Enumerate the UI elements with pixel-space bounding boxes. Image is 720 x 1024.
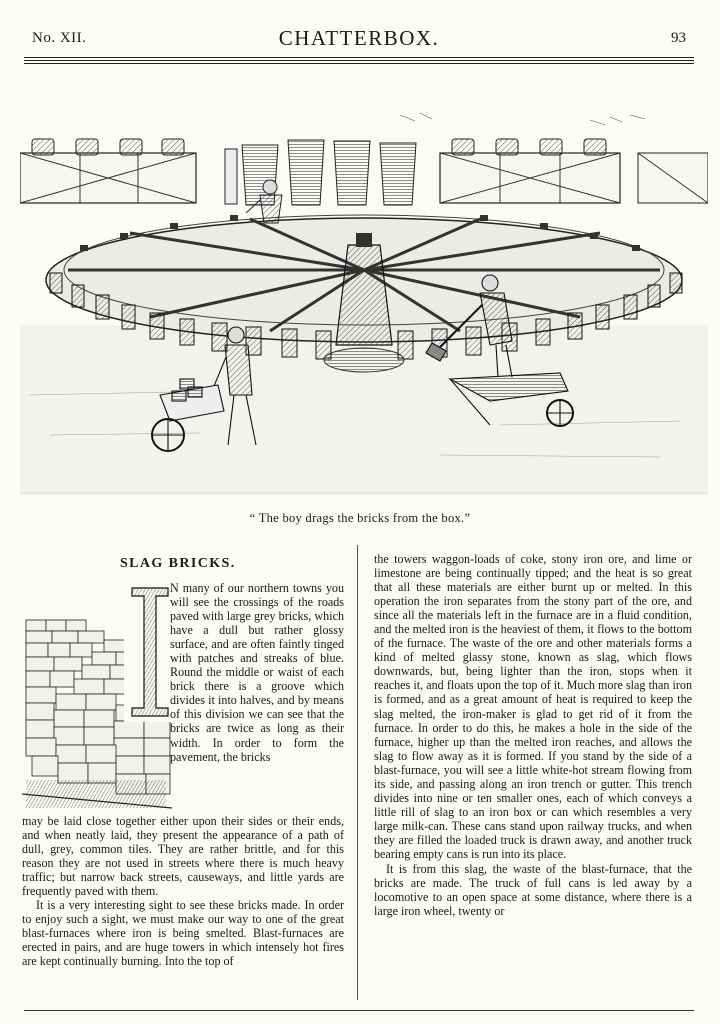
article-intro: N many of our northern towns you will see the crossings of the roads paved with large grey bricks, which have a dull but rather glossy surface, and are often faintly tinged with patches and streaks of blue. Round the middle or waist of each brick there is a groove which divides it into halves, and by means of this division we can see that the bricks are twice as long as their width. In order to form the pavement, the bricks (170, 581, 344, 764)
issue-number: No. XII. (32, 30, 87, 46)
page-header (24, 22, 694, 52)
rail-truck-right (440, 139, 708, 203)
header-rule (24, 60, 694, 61)
page-number: 93 (671, 30, 686, 46)
column-divider (357, 545, 358, 1000)
paragraph: the towers waggon-loads of coke, stony iron ore, and lime or limestone are being continually tipped; and the heat is so great that all these materials are either burnt up or melted. In this operation the iron separates from the stony part of the ore, and since all the materials left in the furnace are in a fluid condition, and the melted iron is the heaviest of them, it flows to the bottom of the furnace. The waste of the ore and other materials forms a kind of melted glassy stone, known as slag, which flows downwards, but, being lighter than the iron, stops when it reaches it, and floats upon the top of it. Much more slag than iron is formed, and as a great amount of heat is required to keep the slag melted, the iron-maker is glad to get rid of it from the furnace. In order to do this, he makes a hole in the side of the furnace, higher up than the melted iron reaches, and allows the slag to flow away as it is formed. If you stand by the side of a blast-furnace, you will see a little white-hot stream flowing from its side, and passing along an iron trench or gutter. This trench divides into nine or ten smaller ones, each of which conveys a little rill of slag to an iron box or can which resembles a very large milk-can. These cans stand upon railway trucks, and when they are filled the loaded truck is drawn away, and another truck bearing empty cans is run into its place. (374, 552, 692, 861)
article-right-column (374, 552, 692, 918)
slag-cans-center (225, 140, 416, 205)
header-rule (24, 63, 694, 64)
paragraph: It is from this slag, the waste of the blast-furnace, that the bricks are made. The truck of full cans is led away by a locomotive to an open space at some distance, where there is a large iron wheel, twenty or (374, 862, 692, 919)
footer-rule (24, 1010, 694, 1011)
article-left-continued (22, 814, 344, 969)
header-rule (24, 57, 694, 58)
masthead-title: CHATTERBOX. (278, 26, 440, 50)
paragraph: may be laid close together either upon their sides or their ends, and when neatly laid, they present the appearance of a path of dull, grey, common tiles. They are rather brittle, and for this reason they are not used in streets where there is much heavy traffic; but narrow back streets, causeways, and little yards are frequently paved with them. (22, 814, 344, 899)
paragraph: It is a very interesting sight to see these bricks made. In order to enjoy such a sight, we must make our way to one of the great blast-furnaces where iron is being smelted. Blast-furnaces are erected in pairs, and are huge towers in which intensely hot fires are kept continually burning. Into the top of (22, 898, 344, 969)
article-title: SLAG BRICKS. (120, 556, 236, 571)
svg-text:I: I (126, 600, 127, 601)
rail-truck-left (20, 139, 196, 203)
brick-stack-with-drop-cap (22, 580, 174, 812)
illustration-caption: “ The boy drags the bricks from the box.” (249, 511, 471, 525)
slag-wheel-engraving (20, 95, 708, 495)
